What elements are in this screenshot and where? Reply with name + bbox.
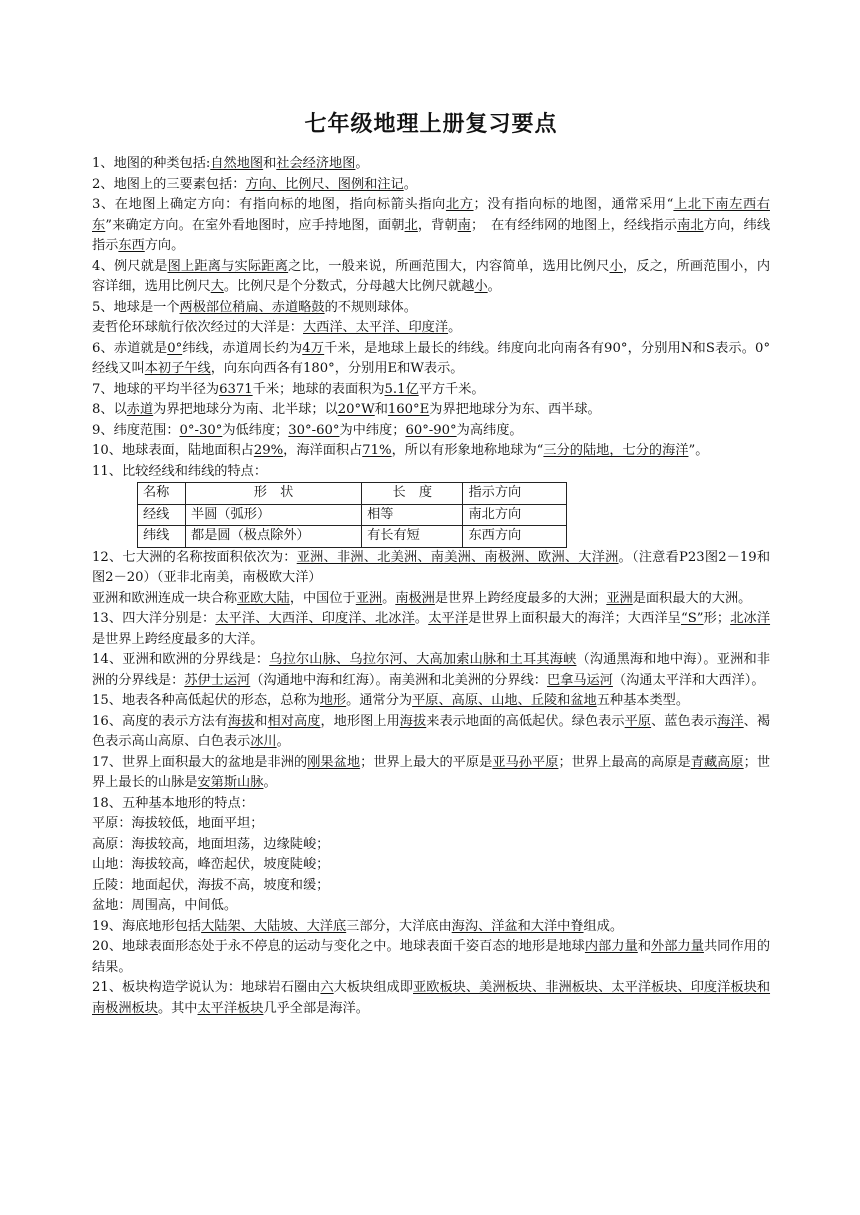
answer-text: 71% [362,443,392,458]
body-text: 山地：海拔较高，峰峦起伏，坡度陡峻； [92,857,330,872]
review-point-paragraph [92,589,770,610]
body-text: 几乎全部是海洋。 [263,1000,369,1016]
answer-text: 上北下南左西右东 [92,197,770,233]
body-text: ，地形图上用 [320,713,400,729]
body-text: ；没有指向标的地图，通常采用“ [473,197,674,212]
body-text: 18、五种基本地形的特点： [92,795,254,811]
table-cell: 半圆（弧形） [186,504,362,526]
review-point-paragraph [92,548,770,589]
body-text: ，所以有形象地称地球为“ [391,443,544,458]
body-text: 方向。 [144,238,185,253]
review-point-paragraph [92,609,770,650]
body-text: 5、地球是一个 [92,299,180,315]
answer-text: 160°E [387,402,430,417]
review-points-part-1 [92,154,770,482]
body-text: 。 [448,320,462,335]
body-text: 是世界上面积最大的海洋；大西洋呈 [468,611,681,626]
review-point-paragraph [92,462,770,483]
review-point-paragraph [92,154,770,175]
document-title: 七年级地理上册复习要点 [304,112,558,137]
body-text: 10、地球表面，陆地面积占 [92,443,254,458]
answer-text: 太平洋板块 [197,1000,264,1016]
body-text: 五种基本类型。 [596,693,690,708]
answer-text: 亚洲、非洲、北美洲、南美洲、南极洲、欧洲、大洋洲 [296,549,619,565]
body-text: 和 [637,939,652,954]
body-text: 是世界上跨经度最多的大洲； [434,590,607,606]
body-text: 15、地表各种高低起伏的形态，总称为 [92,693,320,708]
body-text: 。 [382,590,396,606]
body-text: 共同作用的结果。 [92,939,771,975]
review-point-paragraph [92,978,770,1019]
body-text: 平原：海拔较低，地面平坦； [92,816,264,831]
body-text: 17、世界上面积最大的盆地是非洲的 [92,754,308,770]
body-text: 麦哲伦环球航行依次经过的大洋是： [92,320,303,335]
body-text: 之比，一般来说，所画范围大，内容简单，选用比例尺 [288,258,610,274]
body-text: （沟通地中海和红海）。南美洲和北美洲的分界线： [250,672,547,688]
answer-text: 4万 [302,340,325,356]
table-cell: 南北方向 [463,504,567,526]
body-text: 。其中 [157,1000,198,1016]
table-row [138,504,567,526]
review-point-paragraph [92,257,770,298]
answer-text: 南北 [677,217,704,233]
body-text: 、蓝色表示 [651,713,718,729]
table-cell: 都是圆（极点除外） [186,526,362,548]
body-text: 16、高度的表示方法有 [92,713,228,729]
answer-text: 巴拿马运河 [546,672,613,688]
body-text: 14、亚洲和欧洲的分界线是： [92,652,270,667]
answer-text: 相对高度 [267,713,321,729]
body-text: 大板块组成即 [333,980,413,995]
body-text: 丘陵：地面起伏，海拔不高，坡度和缓； [92,877,330,893]
body-text: 6、赤道就是 [92,340,168,356]
body-text: （沟通黑海和地中海）。亚洲和非洲的分界线是： [92,652,771,688]
body-text: ；世界上最长的山脉是 [92,754,771,790]
body-text: 和 [254,713,268,729]
answer-text: 太平洋、大西洋、印度洋、北冰洋 [215,611,415,626]
table-cell: 纬线 [138,526,186,548]
body-text: 方向，纬线指示 [92,217,771,253]
answer-text: 青藏高原 [690,754,744,770]
review-point-paragraph [92,175,770,196]
answer-text: 29% [253,443,284,458]
review-point-paragraph [92,855,770,876]
body-text: 为界把地球分为南、北半球；以 [153,402,338,417]
answer-text: 小 [609,258,623,274]
body-text: 为界把地球分为东、西半球。 [429,402,601,417]
body-text: ； 在有经纬网的地图上，经线指示 [471,217,678,233]
table-cell: 经线 [138,504,186,526]
body-text: 3、在地图上确定方向：有指向标的地图，指向标箭头指向 [92,197,446,212]
answer-text: 两极部位稍扁、赤道略鼓 [179,299,325,315]
review-point-paragraph [92,380,770,401]
meridian-parallel-comparison-table [137,482,567,548]
review-point-paragraph [92,339,770,380]
answer-text: 海拔 [399,713,427,729]
answer-text: 北冰洋 [730,611,771,626]
answer-text: 大西洋、太平洋、印度洋 [303,320,449,335]
body-text: 。 [403,176,417,192]
body-text: 盆地：周围高，中间低。 [92,898,238,913]
answer-text: 北 [404,217,418,233]
review-point-paragraph [92,876,770,897]
table-header-row [138,483,567,505]
answer-text: 亚洲 [355,590,383,606]
review-point-paragraph [92,937,770,978]
answer-text: 安第斯山脉 [197,775,264,790]
body-text: 高原：海拔较高，地面坦荡，边缘陡峻； [92,836,330,852]
answer-text: 图上距离与实际距离 [167,258,289,274]
body-text: ，中国位于 [289,590,356,606]
body-text: ；世界上最大的平原是 [360,754,493,770]
answer-text: 平原 [624,713,652,729]
body-text: 13、四大洋分别是： [92,611,216,626]
body-text: 。通常分为 [346,693,413,708]
review-point-paragraph [92,318,770,339]
review-point-paragraph [92,794,770,815]
body-text: 为高纬度。 [456,422,523,438]
answer-text: 南极洲 [395,590,435,606]
answer-text: 亚洲 [606,590,633,606]
answer-text: 内部力量 [584,939,638,954]
body-text: ”。 [688,443,709,458]
body-text: 千米，是地球上最长的纬线。纬度向北向南各有90°，分别用N和S表示。0°经线又叫 [92,340,771,376]
answer-text: 0° [167,340,183,356]
review-point-paragraph [92,896,770,917]
body-text: 的不规则球体。 [324,299,417,315]
answer-text: 小 [474,279,488,294]
body-text: ，反之，所画范围小，内容详细，选用比例尺 [92,258,771,294]
body-text: 1、地图的种类包括: [92,156,211,171]
review-point-paragraph [92,753,770,794]
document-page [92,108,770,1019]
review-point-paragraph [92,917,770,938]
table-header-cell: 指示方向 [463,483,567,505]
body-text: 。 [487,279,501,294]
answer-text: 冰川 [250,734,277,749]
review-point-paragraph [92,400,770,421]
body-text: 、褐色表示高山高原、白色表示 [92,713,771,749]
answer-text: 亚欧大陆 [237,590,290,606]
body-text: 21、板块构造学说认为：地球岩石圈由 [92,980,321,995]
body-text: 亚洲和欧洲连成一块合称 [92,590,238,606]
body-text: 。（注意看P23图2－19和图2－20）（亚非北南美，南极欧大洋） [92,549,771,585]
answer-text: 30°-60° [288,422,340,438]
body-text: 。 [276,734,290,749]
answer-text: 本初子午线 [144,361,211,376]
review-point-paragraph [92,691,770,712]
body-text: 7、地球的平均半径为 [92,381,220,397]
answer-text: 地形 [319,693,347,708]
review-point-paragraph [92,650,770,691]
body-text: 。 [263,775,277,790]
body-text: 11、比较经线和纬线的特点： [92,463,268,479]
answer-text: 海拔 [227,713,255,729]
body-text: 12、七大洲的名称按面积依次为： [92,549,297,565]
review-point-paragraph [92,814,770,835]
body-text: 和 [263,156,277,171]
body-text: 为中纬度； [339,422,406,438]
answer-text: 东西 [118,238,145,253]
body-text: 为低纬度； [222,422,289,438]
body-text: 千米；地球的表面积为 [252,381,385,397]
table-header-cell: 形 状 [186,483,362,505]
review-point-paragraph [92,298,770,319]
body-text: 三部分，大洋底由 [346,918,452,934]
answer-text: 20°W [337,402,375,417]
table-cell: 相等 [362,504,463,526]
body-text: 2、地图上的三要素包括： [92,176,246,192]
answer-text: 南 [457,217,472,233]
answer-text: 0°-30° [179,422,223,438]
answer-text: 6371 [219,381,253,397]
answer-text: 北方 [445,197,474,212]
answer-text: 苏伊士运河 [184,672,251,688]
answer-text: 六 [320,980,334,995]
answer-text: 海洋 [717,713,744,729]
body-text: ，向东向西各有180°，分别用E和W表示。 [210,361,464,376]
review-point-paragraph [92,195,770,257]
body-text: 8、以 [92,402,127,417]
answer-text: “S” [680,611,704,626]
review-points-part-2 [92,548,770,1020]
body-text: 。 [355,156,369,171]
body-text: 和 [374,402,388,417]
body-text: 9、纬度范围： [92,422,180,438]
answer-text: 社会经济地图 [276,156,356,171]
body-text: 纬线，赤道周长约为 [182,340,303,356]
body-text: 。 [414,611,429,626]
answer-text: 三分的陆地，七分的海洋 [543,443,689,458]
answer-text: 60°-90° [405,422,457,438]
answer-text: 5.1亿 [384,381,419,397]
answer-text: 自然地图 [210,156,264,171]
table-header-cell: 名称 [138,483,186,505]
body-text: 19、海底地形包括 [92,918,202,934]
table-header-cell: 长 度 [362,483,463,505]
body-text: ；世界上最高的高原是 [558,754,691,770]
answer-text: 大 [210,279,224,294]
answer-text: 亚欧板块、美洲板块、非洲板块、太平洋板块、印度洋板块和南极洲板块 [92,980,771,1016]
table-cell: 东西方向 [463,526,567,548]
review-point-paragraph [92,712,770,753]
answer-text: 方向、比例尺、图例和注记 [245,176,404,192]
answer-text: 平原、高原、山地、丘陵和盆地 [412,693,597,708]
body-text: ，海洋面积占 [283,443,363,458]
body-text: 组成。 [583,918,624,934]
answer-text: 外部力量 [651,939,704,954]
body-text: 平方千米。 [418,381,485,397]
body-text: 4、例尺就是 [92,258,168,274]
table-cell: 有长有短 [362,526,463,548]
answer-text: 海沟、洋盆和大洋中脊 [451,918,584,934]
body-text: 是世界上跨经度最多的大洋。 [92,631,264,647]
answer-text: 大陆架、大陆坡、大洋底 [201,918,347,934]
body-text: 是面积最大的大洲。 [632,590,752,606]
review-point-paragraph [92,441,770,462]
body-text: （沟通太平洋和大西洋）。 [612,672,765,688]
answer-text: 太平洋 [428,611,469,626]
body-text: ，背朝 [417,217,458,233]
answer-text: 赤道 [126,402,154,417]
table-row [138,526,567,548]
review-point-paragraph [92,835,770,856]
answer-text: 刚果盆地 [307,754,361,770]
body-text: 。比例尺是个分数式，分母越大比例尺就越 [223,279,475,294]
body-text: ”来确定方向。在室外看地图时，应手持地图，面朝 [105,217,405,233]
answer-text: 亚马孙平原 [492,754,559,770]
body-text: 20、地球表面形态处于永不停息的运动与变化之中。地球表面千姿百态的地形是地球 [92,939,585,954]
body-text: 形； [703,611,731,626]
answer-text: 乌拉尔山脉、乌拉尔河、大高加索山脉和土耳其海峡 [269,652,577,667]
body-text: 来表示地面的高低起伏。绿色表示 [426,713,625,729]
review-point-paragraph [92,421,770,442]
